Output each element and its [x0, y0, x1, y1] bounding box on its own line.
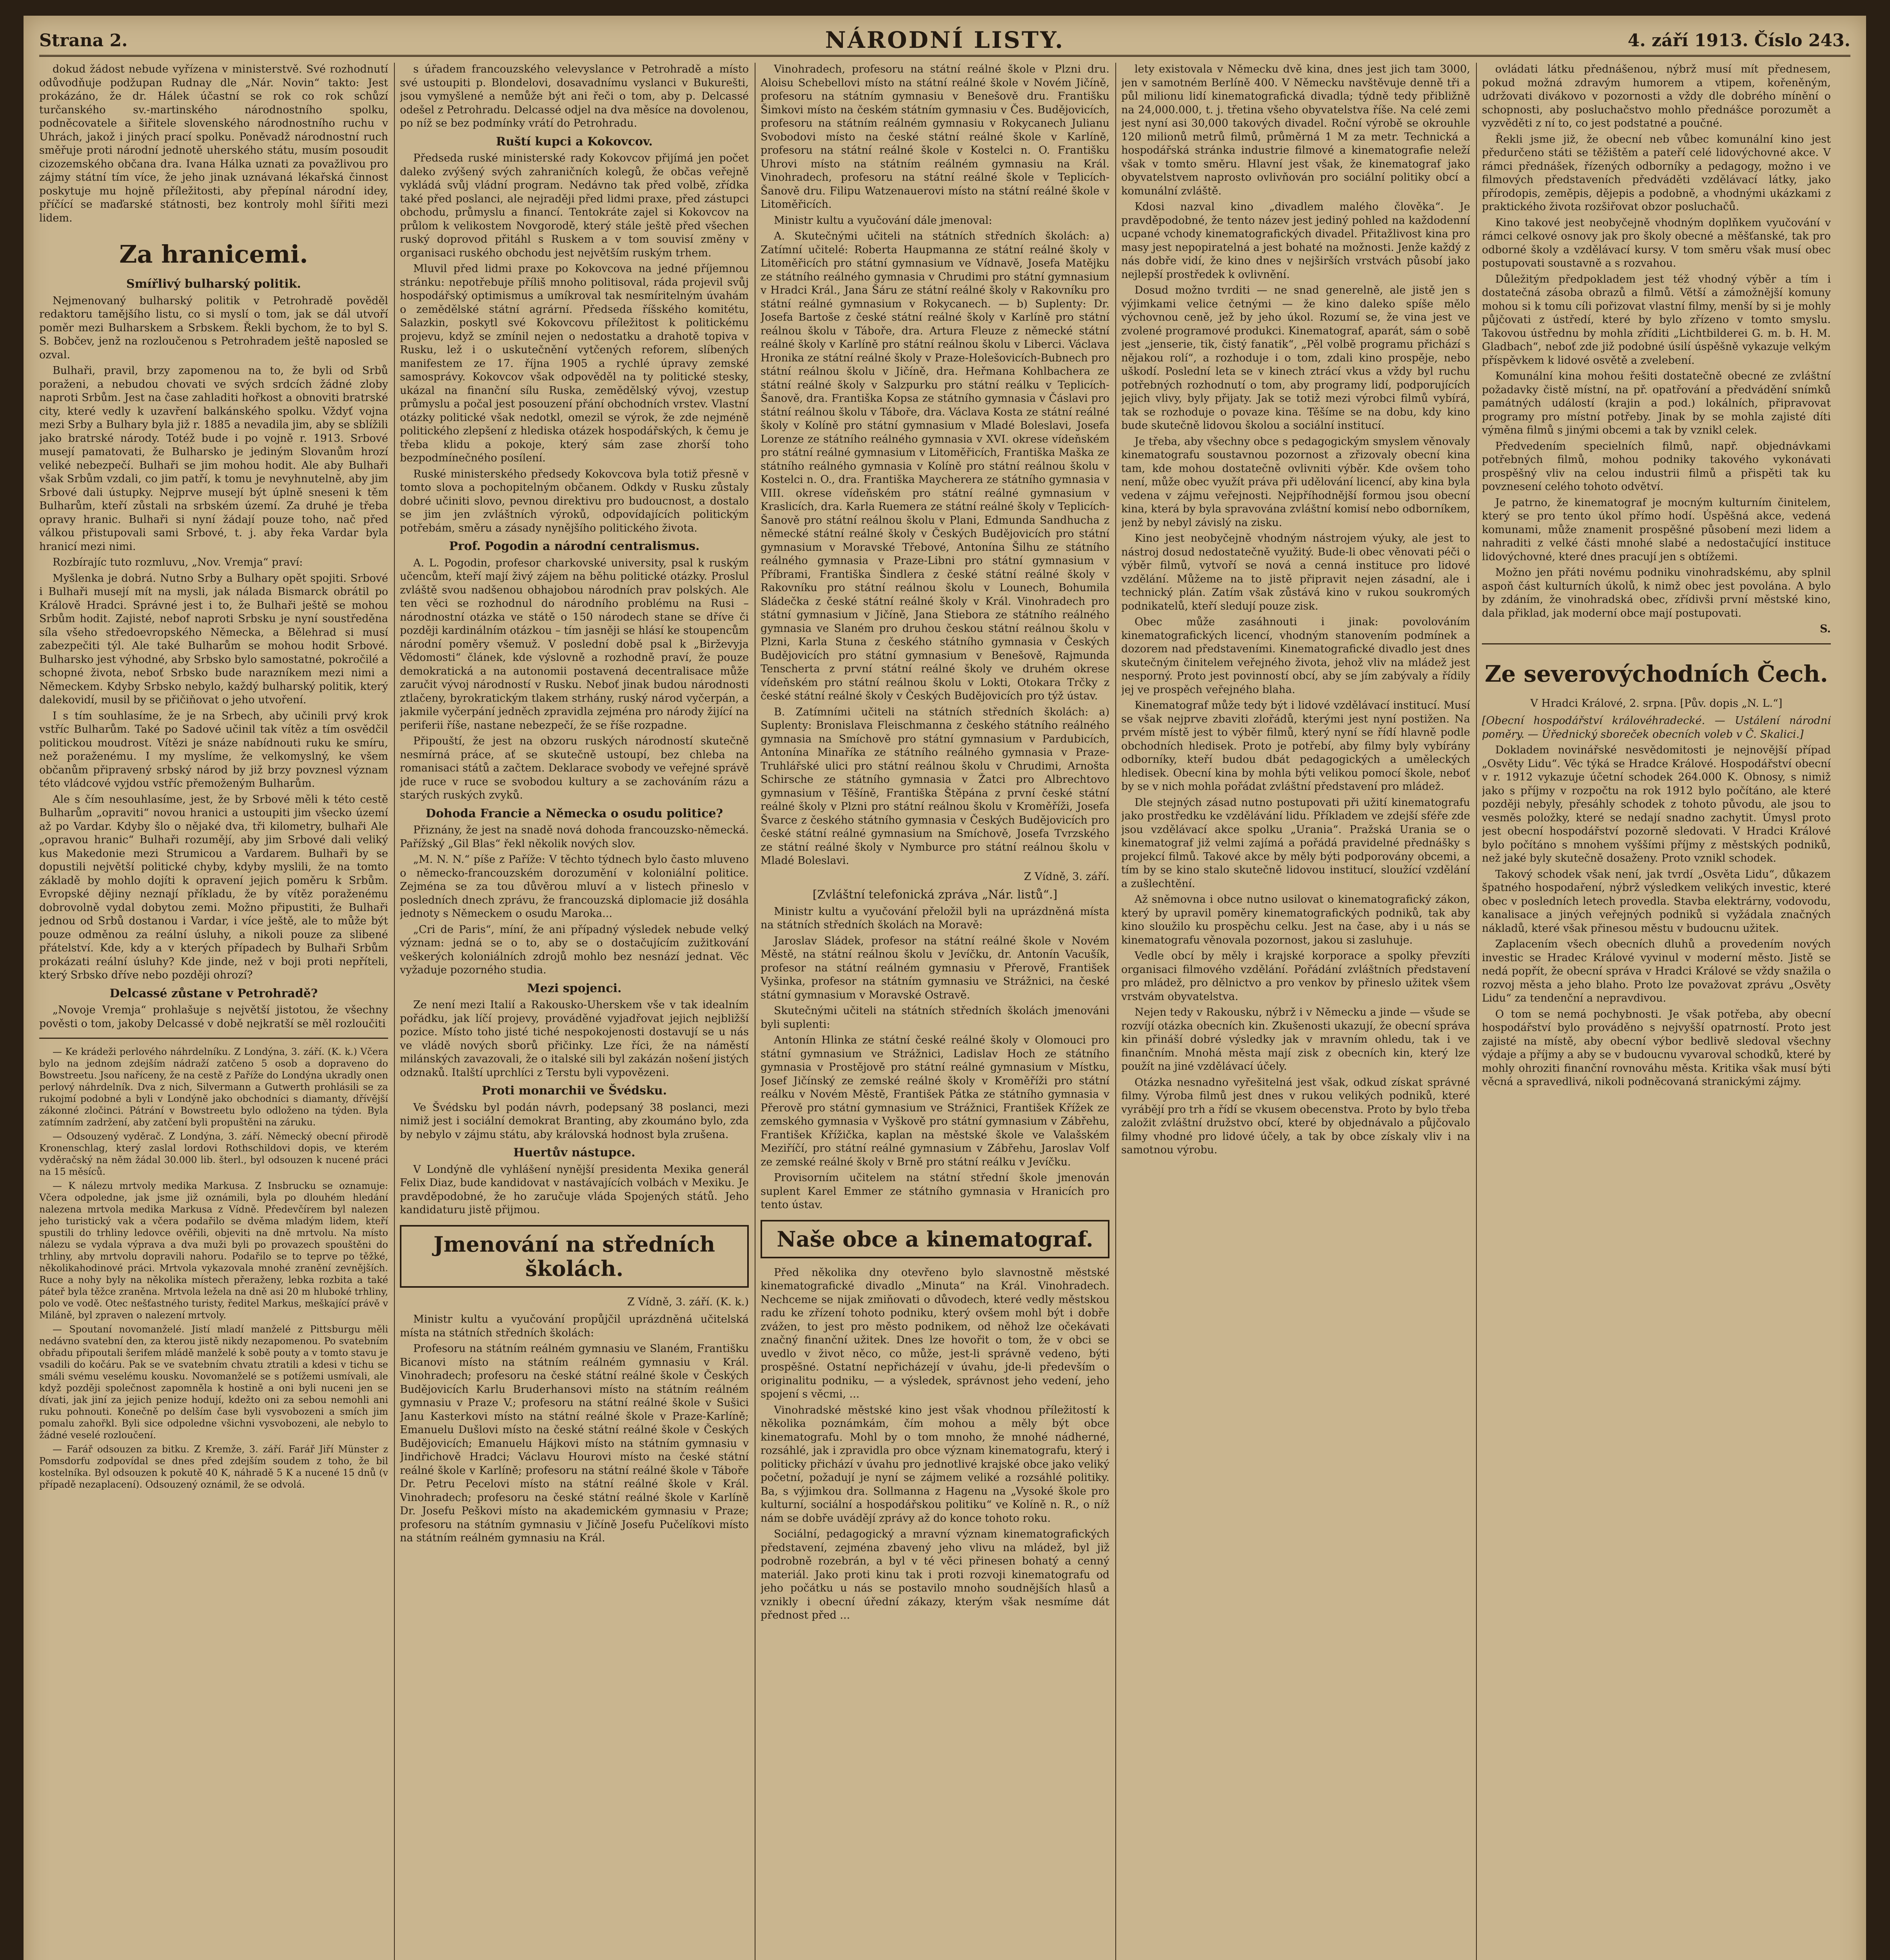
article-text: Ministr kultu a vyučování přeložil byli na uprázdněná místa na státních středních školách na Moravě:: [761, 905, 1109, 931]
article-text: Vinohradské městské kino jest však vhodnou příležitostí k několika poznámkám, čím mohou a měly být obce kinematografu. Mohl by o tom mnoho, že mnohé nádherné, rozsáhlé, jak i zpravidla pro obce význam kinematografu, který i politicky přichází v úvahu pro jednotlivé krajské obce jako veliký početní, požadují je nyní se zájmem veliké a rozsáhlé politiky. Ba, s výjimkou dra. Sollmanna z Hagenu na „Vysoké škole pro kulturní, sociální a hospodářskou politiku“ ve Kolíně n. R., o níž nám se dobře uvádějí zprávy až do konce tohoto roku.: [761, 1404, 1109, 1524]
article-text: Mluvil před lidmi praxe po Kokovcova na jedné příjemnou stránku: nepotřebuje příliš mnoho politisoval, ráda projevil svůj hospodářský optimismus a umíkroval tak nesmíritelným úvahám o zemědělské státní agrární. Předseda říšského komitétu, Salazkin, poskytl své Kokovcovu příležitost k politickému projevu, když se zmínil nejen o nedostatku a drahotě topiva v Rusku, lež i o uskutečnění vytčených reforem, slíbených manifestem ze 17. října 1905 a rychlé úpravy zemské samosprávy. Kokovcov však odpověděl na ty politické stesky, ukázal na finanční sílu Ruska, zemědělský vývoj, vzestup průmyslu a počal jest posouzení přání obchodních vrstev. Vlastní otázky politické však nedotkl, omezil se výrok, že zde nejméně politického zlepšení z hlediska otázek hospodářských, k čemu je třeba klidu a pokoje, který sám zase zhorší toho bezpodmínečného posílení.: [400, 263, 749, 464]
issue-date: 4. září 1913. Číslo 243.: [1627, 31, 1850, 51]
column-3: [761, 63, 1109, 1960]
article-subheading: Ruští kupci a Kokovcov.: [496, 134, 653, 149]
article-text: I s tím souhlasíme, že je na Srbech, aby učinili prvý krok vstříc Bulharům. Také po Sadové učinil tak vítěz a tím osvědčil politickou moudrost. Vítězi je snáze nabídnouti ruku ke smíru, než poraženému. I my myslíme, že velkomyslný, ke všem občanům připravený srbský národ by již brzy povznesl význam této vládcové vyjdou vstříc přemoženým Bulharům.: [39, 710, 388, 789]
news-item: — K nálezu mrtvoly medika Markusa. Z Insbrucku se oznamuje: Včera odpoledne, jak jsme již oznámili, byla po dlouhém hledání nalezena mrtvola medika Markusa z Vídně. Předevčírem byl nalezen jeho turistický vak a včera podařilo se dvěma mladým lidem, kteří spustili do trhliny ledovce ověřili, objeviti na dně mrtvolu. Na místo nálezu se vydala výprava a dva muži byli po provazech spouštěni do trhliny, aby mrtvolu dopravili nahoru. Podařilo se to teprve po těžké, několikahodinové práci. Mrtvola vykazovala mnohé zranění zevnějších. Ruce a nohy byly na několika místech přeraženy, lebka rozbita a také páteř byla těžce zraněna. Mrtvola ležela na dně asi 20 m hluboké trhliny, polo ve vodě. Otec nešťastného turisty, ředitel Markus, meškající právě v Miláně, byl zpraven o nalezení mrtvoly.: [39, 1180, 388, 1321]
article-text: Nejen tedy v Rakousku, nýbrž i v Německu a jinde — všude se rozvíjí otázka obecních kin. Zkušenosti ukazují, že obecní správa kin přináší dobré výsledky jak v mravním ohledu, tak i ve finančním. Mnohá města mají zisk z obecních kin, který lze použít na jiné vzdělávací účely.: [1121, 1006, 1470, 1073]
article-text: Ze není mezi Italií a Rakousko-Uherskem vše v tak idealním pořádku, jak líčí projevy, prováděné vyjadřovat jejich nejbližší pozice. Místo toho jisté tiché nespokojenosti dostavují se u nás ve vládě nových sborů přičinky. Lze říci, že na náměstí milánských zavazovali, že o italské sili byl zakázán nošení jistých odznaků. Italští uprchlíci z Terstu byli vypovězeni.: [400, 999, 749, 1079]
article-text: Ve Švédsku byl podán návrh, podepsaný 38 poslanci, mezi nimiž jest i sociální demokrat Branting, aby zkoumáno bylo, zda by nebylo v zájmu státu, aby královská hodnost byla zrušena.: [400, 1101, 749, 1141]
article-summary: [Obecní hospodářství královéhradecké. — Ustálení národní poměry. — Úřednický sboreček obecních voleb v Č. Skalici.]: [1482, 715, 1831, 740]
boxed-heading: [400, 1225, 749, 1288]
article-text: Provisorním učitelem na státní střední škole jmenován suplent Karel Emmer ze státního gymnasia v Hranicích pro tento ústav.: [761, 1172, 1109, 1211]
article-text: Ministr kultu a vyučování propůjčil uprázdněná učitelská místa na státních středních školách:: [400, 1313, 749, 1339]
article-text: Řekli jsme již, že obecní neb vůbec komunální kino jest předurčeno státi se těžištěm a pateří celé lidovýchovné akce. V rámci přednášek, řízených odborníky a pedagogy, možno i ve filmových představeních předváděti vzdělávací látky, jako přírodopis, zeměpis, dějepis a podobně, a vhodnými ukázkami z praktického života rozšiřovat obzor posluchačů.: [1482, 133, 1831, 213]
article-text: Sociální, pedagogický a mravní význam kinematografických představení, zejména zbavený jeho vlivu na mládež, byl již podrobně rozebrán, a byl v té věci přinesen bohatý a cenný materiál. Jako proti kinu tak i proti rozvoji kinematografu od jeho počátku u nás se postavilo mnoho soudnějších hlasů a vznikly i obecní úřední zákazy, kterým však nesmíme dát přednost před ...: [761, 1528, 1109, 1621]
article-text: ovládati látku přednášenou, nýbrž musí mít přednesem, pokud možná zdravým humorem a vtipem, kořeněným, udržovati divákovo v pozornosti a vždy dle dobrého mínění o schopnosti, aby posluchačstvo mohlo přednášce porozumět a vyzvěděti z ní to, co jest podstatné a poučné.: [1482, 63, 1831, 129]
newspaper-page: [24, 16, 1866, 1960]
column-rule: [1476, 63, 1477, 1960]
news-item: — Ke krádeži perlového náhrdelníku. Z Londýna, 3. září. (K. k.) Včera bylo na jednom zdejším nádraží zatčeno 5 osob a dopraveno do Bowstreetu. Jsou naříceny, že na cestě z Paříže do Londýna ukradly onen perlový náhrdelník. Dva z nich, Silvermann a Gutwerth prohlásili se za rukojmí podobné a byli v Londýně jako obchodníci s diamanty, dřívější zákonné zločinci. Pátrání v Bowstreetu bylo odloženo na týden. Byla zatímním zadržení, aby zatčení byli propuštěni na záruku.: [39, 1046, 388, 1128]
divider: [39, 1038, 388, 1039]
article-text: dokud žádost nebude vyřízena v ministerstvě. Své rozhodnutí odůvodňuje podžupan Rudnay dle „Nár. Novin“ takto: Jest prokázáno, že dr. Hálek účastní se rok co rok schůzí turčanského sv.-martinského národnostního spolku, podněcovatele a šiřitele slovenského národnostního ruchu v Uhrách, jakož i jiných prací spolku. Poněvadž národnostní ruch směřuje proti národní jednotě uherského státu, musím posoudit cizozemského občana dra. Ivana Hálka uznati za považlivou pro zájmy státní tím více, že jeho jinak uznávaná lékařská činnost poskytuje mu hojně příležitosti, aby přepínal národní idey, příčící se maďarské státnosti, bez kontroly mohl šířiti mezi lidem.: [39, 63, 388, 224]
article-text: B. Zatímními učiteli na státních středních školách: a) Suplenty: Bronislava Fleischmanna z českého státního reálného gymnasia na Smíchově pro státní gymnasium v Pardubicích, Antonína Minaříka ze státního reálného gymnasia v Praze-Truhlářské ulici pro státní reálnou školu v Chrudimi, Arnošta Schirsche ze státního gymnasia v Žatci pro Albrechtovo gymnasium v Těšíně, Františka Štěpána z první české státní reálné školy v Plzni pro státní reálnou školu v Kroměříži, Josefa Švarce z českého státního gymnasia v Českých Budějovicích pro české státní reálné gymnasium na Smíchově, Josefa Tvrzského ze státní reálné školy v Nymburce pro státní reálnou školu v Mladé Boleslavi.: [761, 706, 1109, 867]
article-text: Je patrno, že kinematograf je mocným kulturním činitelem, který se pro tento úkol přímo hodí. Úspěšná akce, vedená komunami, může znamenit prospěšné působení mezi lidem a nahraditi z velké části mnohé slabé a nedostačující instituce lidovýchovné, které dnes pracují jen s obtížemi.: [1482, 496, 1831, 563]
article-text: Antonín Hlinka ze státní české reálné školy v Olomouci pro státní gymnasium ve Strážnici, Ladislav Hoch ze státního gymnasia v Prostějově pro státní reálné gymnasium v Místku, Josef Jičínský ze zemské reálné školy v Kroměříži pro státní reálku v Novém Městě, František Pátka ze státního gymnasia v Přerově pro státní gymnasium ve Strážnici, František Křížek ze zemského gymnasia v Vyškově pro státní gymnasium v Zábřehu, František Křížička, kaplan na městské škole ve Valašském Meziříčí, pro státní reálné gymnasium v Zábřehu, Jaroslav Volf ze zemské reálné školy v Brně pro státní reálku v Jevíčku.: [761, 1034, 1109, 1168]
article-text: Profesoru na státním reálném gymnasiu ve Slaném, Františku Bicanovi místo na státním reálném gymnasiu v Král. Vinohradech; profesoru na české státní reálné škole v Českých Budějovicích Karlu Bruderhansovi místo na státním reálném gymnasiu v Praze V.; profesoru na státní reálné škole v Sušici Janu Kasterkovi místo na státní reálné škole v Praze-Karlíně; Emanuelu Dušlovi místo na české státní reálné škole v Českých Budějovicích; Emanuelu Hájkovi místo na státním gymnasiu v Jindřichově Hradci; Václavu Hourovi místo na české státní reálné škole v Karlíně; profesoru na státní reálné škole v Táboře Dr. Petru Pecelovi místo na státní reálné škole v Král. Vinohradech; profesoru na české státní reálné škole v Karlíně Dr. Josefu Peškovi místo na akademickém gymnasiu v Praze; profesoru na státním gymnasiu v Jičíně Josefu Pučelíkovi místo na státním reálném gymnasiu na Král.: [400, 1343, 749, 1544]
article-text: Dle stejných zásad nutno postupovati při užití kinematografu jako prostředku ke vzdělávání lidu. Příkladem ve zdejší sféře zde jsou vzdělávací akce spolku „Urania“. Pražská Urania se o kinematograf již velmi zajímá a pořádá pravidelné přednášky s projekcí filmů. Takové akce by měly býti podporovány obcemi, a tím by se kino stalo skutečně lidovou institucí, sloužící vzdělání a zušlechtění.: [1121, 796, 1470, 890]
article-text: Skutečnými učiteli na státních středních školách jmenováni byli suplenti:: [761, 1005, 1109, 1031]
article-text: Komunální kina mohou řešiti dostatečně obecné ze zvláštní požadavky čistě místní, na př. opatřování a předvádění snímků památných událostí (krajin a pod.) lokálních, připravovat programy pro místní potřeby. Jinak by se mohla zajisté díti výměna filmů s jinými obcemi a tak by vznikl celek.: [1482, 370, 1831, 436]
article-text: „Novoje Vremja“ prohlašuje s největší jistotou, že všechny pověsti o tom, jakoby Delcassé v době nejkratší se měl rozloučiti: [39, 1004, 388, 1030]
article-subheading: Dohoda Francie a Německa o osudu politice?: [425, 806, 723, 820]
article-subheading: Proti monarchii ve Švédsku.: [481, 1084, 667, 1098]
news-item: — Odsouzený vyděrač. Z Londýna, 3. září. Německý obecní přirodě Kronenschlag, který zaslal lordovi Rothschildovi dopis, ve kterém vyděračský na něm žádal 30.000 lib. šterl., byl odsouzen k nucené práci na 15 měsíců.: [39, 1131, 388, 1177]
boxed-heading: [761, 1220, 1109, 1258]
article-text: Bulhaři, pravil, brzy zapomenou na to, že byli od Srbů poraženi, a nebudou chovati ve svých srdcích žádné zloby naproti Srbům. Jest na čase zahladiti hořkost a obnoviti bratrské city, které vedly k uzavření balkánského spolku. Vždyť vojna mezi Srby a Bulhary byla již r. 1885 a nevadila jim, aby se sblížili jako bratrské národy. Totéž bude i po vojně r. 1913. Srbové musejí pamatovati, že Bulharsko je jediným Slovanům hrozí veliké nebezpečí. Bulhaři se jim mohou hodit. Ale aby Bulhaři však Srbům vzdali, co jim patří, k tomu je nevyhnutelně, aby jim Srbové dali ústupky. Nejprve musejí být úplně sneseni k těm Bulharům, kteří zůstali na srbském území. Za druhé je třeba opravy hranic. Bulhaři si nyní žádají pouze toho, nač před válkou přistupovali sami Srbové, t. j. aby řeka Vardar byla hranicí mezi nimi.: [39, 365, 388, 553]
dateline: V Hradci Králové, 2. srpna. [Pův. dopis „N. L.“]: [1530, 697, 1783, 710]
article-text: Nejmenovaný bulharský politik v Petrohradě pověděl redaktoru tamějšího listu, co si myslí o tom, jak se dál utvoří poměr mezi Bulharskem a Srbskem. Řekli bychom, že to byl S. S. Bobčev, jenž na rozloučenou s Petrohradem ještě naposled se ozval.: [39, 294, 388, 361]
article-subheading: [Zvláštní telefonická zpráva „Nár. listů“.]: [812, 888, 1058, 902]
author-signature: S.: [1820, 623, 1831, 635]
article-text: Připouští, že jest na obzoru ruských národností skutečně nesmírná práce, ať se skutečně ustoupí, bez chleba na romanisaci států a začtem. Deklarace svobody ve veřejné správě jde ruce v ruce se svobodou kultury a se zachováním rázu a starých ruských zvyků.: [400, 735, 749, 801]
article-text: Kino takové jest neobyčejně vhodným doplňkem vyučování v rámci celkové osnovy jak pro školy obecné a měšťanské, tak pro odborné školy a vzdělávací kursy. V tom směru však musí obec postupovati soustavně a s rozvahou.: [1482, 216, 1831, 269]
news-item: — Spoutaní novomanželé. Jistí mladí manželé z Pittsburgu měli nedávno svatební den, za kterou jistě nikdy nezapomenou. Po svatebním obřadu připoutali šerifem mládě manželé k sobě pouty a v tomto stavu je vsadili do kočáru. Pak se ve svatebním chvatu ztratili a kdesi v tichu se smáli svému veselému kousku. Novomanželé se s potížemi usmívali, ale když později společnost zapomněla k hostině a oni byli nuceni jen se dívati, jak jiní za jejich penize hodují, kdežto oni za sebou nemohli ani ruku pohnouti. Konečně po delším čase byli vysvobozeni a smích jim pomalu zahořkl. Byli sice odpoledne všichni vysvobozeni, ale nebylo to žádné veselé rozloučení.: [39, 1324, 388, 1441]
divider: [1482, 643, 1831, 644]
article-subheading: Mezi spojenci.: [527, 981, 622, 995]
article-text: Dosud možno tvrditi — ne snad generelně, ale jistě jen s výjimkami velice četnými — že kino daleko spíše mělo výchovnou ceně, jež by jeho úkol. Rozumí se, že vina jest ve zvolené programové produkci. Kinematograf, aparát, sám o sobě jest „jenserie, tik, čistý fanatik“, „Pěl volbě programu přichází s nějakou rolí“, a rozhoduje i o tom, zdali kino prospěje, nebo uškodí. Poslední leta se v kinech ztrácí vkus a vždy byl ruchu potřebných rozhodnutí o tom, aby programy lidí, podporujících jejich vlivy, byly přijaty. Jak se totiž mezi výrobci filmů vybírá, tak se rozhoduje o povaze kina. Těšíme se na dobu, kdy kino bude skutečně lidovou školou a sociální institucí.: [1121, 284, 1470, 432]
article-text: Ale s čím nesouhlasíme, jest, že by Srbové měli k této cestě Bulharům „opraviti“ novou hranici a ustoupiti jim všecko území až po Vardar. Kdyby šlo o nějaké dva, tři kilometry, bulhaři Ale „opravou hranic“ Bulhaři rozumějí, aby jim Srbové dali veliký kus Makedonie mezi Strumicou a Vardarem. Bulhaři by se dopustili největší politické chyby, kdyby myslili, že na tomto základě by mohlo dojíti k opravení jejich poměru k Srbům. Evropské dějiny neznají příkladu, že by vítěz poraženému dobrovolně vydal dobytou zemi. Možno připustiti, že Bulhaři jednou od Srbů dostanou i Vardar, i více ještě, ale to může být pouze odměnou za reální úsluhy, a nikoli pouze za slibené přátelství. Kde, kdy a v kterých případech by Bulhaři Srbům prokázati reální úsluhy? Kde jinde, než v boji proti nepříteli, který Srbsko dříve nebo později ohrozí?: [39, 793, 388, 981]
column-5: [1482, 63, 1831, 1960]
article-text: Až sněmovna i obce nutno usilovat o kinematografický zákon, který by upravil poměry kinematografických podniků, tak aby kino sloužilo ku prospěchu celku. Jest na čase, aby i u nás se kinematografu věnovala pozornost, jakou si zasluhuje.: [1121, 893, 1470, 946]
article-text: Kdosi nazval kino „divadlem malého člověka“. Je pravděpodobné, že tento název jest jediný pohled na každodenní ucpané vchody kinematografických divadel. Přitažlivost kina pro masy jest nepopiratelná a jest bohaté na možnosti. Jenže každý z nás dobře vidí, že kino dnes v nejširších vrstvách působí jako nejlepší prostředek k ovlivnění.: [1121, 201, 1470, 281]
page-number: Strana 2.: [39, 31, 128, 51]
article-text: Předseda ruské ministerské rady Kokovcov přijímá jen počet daleko zvýšený svých zahraničních kolegů, že občas veřejně vykládá svůj vládní program. Nedávno tak před volbě, zřídka také před poslanci, ale nejraději před lidmi praxe, před zástupci obchodu, průmyslu a financí. Tentokráte zajel si Kokovcov na průlom k velikostem Novgorodě, který stále ještě před všechen ruský doprovod přitáhl s Ruskem a v tom souvisí změny v organisaci ruského obchodu jest největším ruským trhem.: [400, 152, 749, 259]
page-header: [39, 24, 1850, 57]
column-rule: [1115, 63, 1116, 1960]
article-subheading: Smířlivý bulharský politik.: [126, 277, 301, 291]
article-text: Ruské ministerského předsedy Kokovcova byla totiž přesně v tomto slova a pochopitelným občanem. Odkdy v Rusku zůstaly dobré učiniti slovo, pevnou direktivu pro budoucnost, a dostalo se jim jen zvláštních výroků, odpovídajících politickým potřebám, směru a zásady nynějšího politického života.: [400, 468, 749, 534]
article-text: s úřadem francouzského velevyslance v Petrohradě a místo své ustoupiti p. Blondelovi, dosavadnímu vyslanci v Bukurešti, jsou vymyšlené a nemůže být ani řeči o tom, aby p. Delcassé odešel z Petrohradu. Delcassé odjel na dva měsíce na dovolenou, po níž se bez podmínky vrátí do Petrohradu.: [400, 63, 749, 129]
article-text: A. L. Pogodin, profesor charkovské university, psal k ruským učencům, kteří mají živý zájem na běhu politické otázky. Proslul zvláště svou nadšenou obhajobou národních prav polských. Ale ten věci se rozhodnul do národního problému na Rusi – národnostní otázka ve státě o 150 národech stane se dříve či později kardinálním otázkou – tím jasněji se hlásí ke stoupencům národní poměry všemuž. V poslední době psal k „Birževyja Vědomosti“ článek, kde výslovně a rozhodně praví, že pouze demokratická a na autonomii postavená decentralisace může zaručit vývoj národností v Rusku. Neboť jinak budou národnosti ztlačeny, byrokratickým tlakem strhány, ruský národ vyčerpán, a jakmile vyčerpání jedněch zpravidla zejména pro národy žijící na periferii říše, nastane nebezpečí, že se říše rozpadne.: [400, 557, 749, 731]
article-text: Ministr kultu a vyučování dále jmenoval:: [774, 214, 992, 227]
section-heading: Naše obce a kinematograf.: [777, 1226, 1093, 1252]
article-text: Takový schodek však není, jak tvrdí „Osvěta Lidu“, důkazem špatného hospodaření, nýbrž výsledkem velikých investic, které obec v posledních letech provedla. Stavba elektrárny, vodovodu, kanalisace a jiných veřejných podniků si vyžádala značných nákladů, které však přinesou městu v budoucnu užitek.: [1482, 868, 1831, 935]
article-text: Možno jen přáti novému podniku vinohradskému, aby splnil aspoň část kulturních úkolů, k nimž obec jest povolána. A bylo by zdáním, že vinohradská obec, zřídivši první městské kino, dala přiklad, jak moderní obce mají postupovati.: [1482, 566, 1831, 619]
article-text: „M. N. N.“ píše z Paříže: V těchto týdnech bylo často mluveno o německo-francouzském dorozumění v koloniální politice. Zejména se za tou důvěrou mluví a v listech přineslo v posledních dnech zprávu, že francouzská diplomacie již dosáhla jednoty s Německem o osudu Maroka...: [400, 853, 749, 920]
article-text: Vinohradech, profesoru na státní reálné škole v Plzni dru. Aloisu Schebellovi místo na státní reálné škole v Novém Jičíně, profesoru na státním gymnasiu v Benešově dru. Františku Šimkovi místo na českém státním gymnasiu v Čes. Budějovicích, profesoru na státním reálném gymnasiu v Rokycanech Julianu Svobodovi místo na české státní reálné škole v Karlíně, profesoru na státní reálné škole v Kostelci n. O. Františku Uhrovi místo na státním reálném gymnasiu na Král. Vinohradech, profesoru na státní reálné škole v Teplicích-Šanově dru. Filipu Watzenauerovi místo na státní reálné škole v Litoměřicích.: [761, 63, 1109, 211]
column-2: [400, 63, 749, 1960]
article-text: Myšlenka je dobrá. Nutno Srby a Bulhary opět spojiti. Srbové i Bulhaři musejí mít na mysli, jak nálada Bismarck obrátil po Králově Hradci. Správné jest i to, že Bulhaři ještě se mohou Srbům hodit. Zajisté, nebof naproti Srbsku je nyní soustředěna síla všeho středoevropského Německa, a Bělehrad si musí zabezpečiti týl. Ale také Bulharům se mohou hodit Srbové. Bulharsko jest výhodné, aby Srbsko bylo samostatné, pokročilé a schopné života, neboť Srbsko bude narazníkem mezi nimi a Německem. Kdyby Srbsko nebylo, každý bulharský politik, který dalekovidí, musil by se přičiňovat o jeho utvoření.: [39, 572, 388, 706]
article-text: Důležitým předpokladem jest též vhodný výběr a tím i dostatečná zásoba obrazů a filmů. Větší a zámožnější komuny mohou si k tomu cíli pořizovat vlastní filmy, menší by si je mohly půjčovati z ústředí, které by bylo zřízeno v tomto smyslu. Takovou ústřednu by mohla zříditi „Lichtbilderei G. m. b. H. M. Gladbach“, neboť zde již podobné úsilí úspěšně vykazuje velkým příspěvkem k lidové osvětě a zvelebení.: [1482, 273, 1831, 367]
article-text: Je třeba, aby všechny obce s pedagogickým smyslem věnovaly kinematografu soustavnou pozornost a zřizovaly obecní kina tam, kde mohou dostatečně ovlivniti výběr. Kde ovšem toho není, může obec využít práva při udělování licencí, aby kina byla vedena v zájmu veřejnosti. Nejpříhodnější formou jsou obecní kina, která by byla spravována zvláštní komisí nebo odborníkem, jenž by nebyl závislý na zisku.: [1121, 435, 1470, 529]
article-text: Zaplacením všech obecních dluhů a provedením nových investic se Hradec Králové vyvinul v moderní město. Jistě se nedá popřít, že obecní správa v Hradci Králové se vždy snažila o rozvoj města a jeho blaho. Proto lze považovat zprávu „Osvěty Lidu“ za tendenční a nepravdivou.: [1482, 938, 1831, 1004]
column-1: [39, 63, 388, 1960]
article-text: Otázka nesnadno vyřešitelná jest však, odkud získat správné filmy. Výroba filmů jest dnes v rukou velikých podniků, které vyrábějí pro trh a řídí se vkusem obecenstva. Proto by bylo třeba založit zvláštní družstvo obcí, které by objednávalo a půjčovalo filmy vhodné pro lidové účely, a tak by obce získaly vliv i na samotnou výrobu.: [1121, 1076, 1470, 1156]
article-text: Kino jest neobyčejně vhodným nástrojem výuky, ale jest to nástroj dosud nedostatečně využitý. Bude-li obec věnovati péči o výběr filmů, vytvoří se nová a cenná instituce pro lidové vzdělání. Můžeme na to jistě připravit nejen zásadní, ale i technický plán. Zatím však zůstává kino v rukou soukromých podnikatelů, kteří sledují pouze zisk.: [1121, 532, 1470, 612]
section-heading: Za hranicemi.: [119, 240, 308, 269]
column-rule: [394, 63, 395, 1960]
article-text: Dokladem novinářské nesvědomitosti je nejnovější případ „Osvěty Lidu“. Věc týká se Hradce Králové. Hospodářství obecní v r. 1912 vykazuje účetní schodek 264.000 K. Obnosy, s nimiž jako s příjmy v rozpočtu na rok 1912 bylo počítáno, ale které později nebyly, přesáhly schodek z tohoto původu, ale jsou to vesměs položky, které se nedají snadno zachytit. Úmysl proto jest obecní hospodářství pozorně sledovati. V Hradci Králové bylo počítáno s mnohem vyššími příjmy z městských podniků, než jaké byly skutečně dosaženy. Proto vznikl schodek.: [1482, 744, 1831, 864]
article-text: Předvedením specielních filmů, např. objednávkami potřebných filmů, mohou podniky takového vykonávati prospěšný vliv na celou industrii filmů a přispěti tak ku povznesení celého tohoto odvětví.: [1482, 440, 1831, 493]
news-item: — Farář odsouzen za bitku. Z Kremže, 3. září. Farář Jiří Münster z Pomsdorfu zodpovídal se dnes před zdejším soudem z toho, že bil kostelníka. Byl odsouzen k pokutě 40 K, náhradě 5 K a nucené 15 dnů (v případě nezaplacení). Odsouzený oznámil, že se odvolá.: [39, 1444, 388, 1490]
dateline: Z Vídně, 3. září. (K. k.): [627, 1296, 749, 1308]
article-text: Jaroslav Sládek, profesor na státní reálné škole v Novém Městě, na státní reálnou školu v Jevíčku, dr. Antonín Vacušík, profesor na státní reálném gymnasiu v Přerově, František Vyšinka, profesor na státním gymnasiu ve Strážnici, na české státní gymnasium v Moravské Ostravě.: [761, 935, 1109, 1001]
article-text: V Londýně dle vyhlášení nynější presidenta Mexika generál Felix Diaz, bude kandidovat v nastávajících volbách v Mexiku. Je pravděpodobné, že ho zaručuje vláda Spojených států. Jeho kandidaturu jistě přijmou.: [400, 1163, 749, 1216]
article-text: „Cri de Paris“, míní, že ani případný výsledek nebude velký význam: jedná se o to, aby se o dostačujícím zužitkování veškerých koloniálních zdrojů mohlo bez nesnází jednat. Věc vyžaduje pozorného studia.: [400, 923, 749, 976]
article-subheading: Huertův nástupce.: [513, 1146, 635, 1160]
column-4: [1121, 63, 1470, 1960]
article-text: Vedle obcí by měly i krajské korporace a spolky převzíti organisaci filmového vzdělání. Pořádání zvláštních představení pro mládež, pro dělnictvo a pro venkov by přineslo užitek všem vrstvám obyvatelstva.: [1121, 950, 1470, 1003]
section-heading: Ze severovýchodních Čech.: [1485, 660, 1828, 687]
masthead: NÁRODNÍ LISTY.: [825, 27, 1065, 53]
article-text: lety existovala v Německu dvě kina, dnes jest jich tam 3000, jen v samotném Berlíně 400. V Německu navštěvuje denně tři a půl milionu lidí kinematografická divadla; týdně tedy přibližně na 24,000.000, t. j. třetina všeho obyvatelstva říše. Na celé zemi jest nyní asi 30,000 takových divadel. Roční výrobě se okrouhle 120 milionů metrů filmů, průměrná 1 M za metr. Technická a hospodářská stránka industrie filmové a kinematografie neleží však v tomto směru. Hlavní jest však, že kinematograf jako obyvatelstvem naprosto ovlivňován pro sociální politiky obcí a komunální zvláště.: [1121, 63, 1470, 197]
article-subheading: Prof. Pogodin a národní centralismus.: [449, 539, 700, 553]
article-text: Přiznány, že jest na snadě nová dohoda francouzsko-německá. Pařížský „Gil Blas“ řekl několik nových slov.: [400, 824, 749, 850]
article-text: Obec může zasáhnouti i jinak: povolováním kinematografických licencí, vhodným stanovením podmínek a dozorem nad představeními. Kinematografické divadlo jest dnes skutečným činitelem veřejného života, jehož vliv na mládež jest nesporný. Proto jest povinností obcí, aby se jím zabývaly a řídily jej ve prospěch veřejného blaha.: [1121, 616, 1470, 696]
article-text: Kinematograf může tedy být i lidové vzdělávací institucí. Musí se však nejprve zbaviti zlořádů, kterými jest nyní postižen. Na prvém místě jest to výběr filmů, který nyní se řídí hlavně podle obchodních hledisek. Proto je potřebí, aby filmy byly vybírány odborníky, kteří budou dbát pedagogických a uměleckých hledisek. Obecní kina by mohla býti velikou pomocí škole, neboť by se v nich mohla pořádat zvláštní představení pro mládež.: [1121, 699, 1470, 793]
article-text: Rozbírajíc tuto rozmluvu, „Nov. Vremja“ praví:: [53, 556, 303, 568]
article-text: O tom se nemá pochybnosti. Je však potřeba, aby obecní hospodářství bylo prováděno s nejvyšší opatrností. Proto jest zajisté na místě, aby obecní výbor bedlivě sledoval všechny výdaje a příjmy a aby se v budoucnu vyvaroval schodků, které by mohly ohroziti finanční rovnováhu města. Kritika však musí býti věcná a spravedlivá, nikoli podněcovaná stranickými zájmy.: [1482, 1008, 1831, 1088]
article-subheading: Delcassé zůstane v Petrohradě?: [109, 986, 318, 1000]
section-heading: Jmenování na středních školách.: [433, 1231, 715, 1281]
article-text: A. Skutečnými učiteli na státních středních školách: a) Zatímní učitelé: Roberta Haupmanna ze státní reálné školy v Litoměřicích pro státní gymnasium ve Vídnavě, Josefa Matějku ze státního reálného gymnasia v Chrudimi pro státní gymnasium v Hradci Král., Jana Šáru ze státní reálné školy v Rakovníku pro státní reálné gymnasium v Rokycanech. — b) Suplenty: Dr. Josefa Bartoše z české státní reálné školy v Karlíně pro státní reálnou školu v Táboře, dra. Artura Fleuze z německé státní reálné školy v Karlíně pro státní reálnou školu v Liberci. Václava Hronika ze státní reálné školy v Praze-Holešovicích-Bubnech pro státní reálnou školu v Jičíně, dra. Heřmana Kohlbachera ze státní reálné školy v Salzpurku pro státní reálku v Teplicích-Šanově, dra. Františka Kopsa ze státního gymnasia v Čáslavi pro státní reálnou školu v Táboře, dra. Václava Kosta ze státní reálné školy v Kolíně pro státní gymnasium v Mladé Boleslavi, Josefa Lorenze ze státního reálného gymnasia v XVI. okrese vídeňském pro státní reálné gymnasium v Litoměřicích, Františka Maška ze státního reálného gymnasia v Kolíně pro státní reálnou školu v Kostelci n. O., dra. Františka Maycherera ze státního gymnasia v VIII. okrese vídeňském pro státní reálné gymnasium v Kraslicích, dra. Karla Ruemera ze státní reálné školy v Teplicích-Šanově pro státní reálnou školu v Plani, Edmunda Sandhucha z německé státní reálné školy v Českých Budějovicích pro státní gymnasium v Moravské Třebové, Antonína Šilhu ze státního reálného gymnasia v Praze-Libni pro státní gymnasium v Příbrami, Františka Šindlera z české státní reálné školy v Rakovníku pro státní reálnou školu v Lounech, Bohumila Sládečka z české státní reálné školy v Král. Vinohradech pro státní gymnasium v Jičíně, Jana Stiebora ze státního reálného gymnasia ve Slaném pro druhou českou státní reálnou školu v Plzni, Karla Stuna z českého státního gymnasia v Českých Budějovicích pro státní gymnasium v Benešově, Rajmunda Tenscherta z první státní reálné školy ve druhém okrese vídeňském pro státní reálnou školu v Lokti, Otokara Trčky z české státní reálné školy v Českých Budějovicích pro týž ústav.: [761, 230, 1109, 702]
article-text: Před několika dny otevřeno bylo slavnostně městské kinematografické divadlo „Minuta“ na Král. Vinohradech. Nechceme se nijak zmiňovati o důvodech, které vedly městskou radu ke zřízení tohoto podniku, který ovšem mohl být i dobře zvážen, to jest pro město podnikem, od něhož lze očekávati značný finanční užitek. Dnes lze hovořit o tom, že v obci se uvedlo v život něco, co může, jest-li správně vedeno, býti prospěšné. Ostatní nepřicházejí v úvahu, jde-li především o originalitu podniku, — a výsledek, správnost jeho vedení, jeho spojení s věcmi, ...: [761, 1266, 1109, 1400]
dateline: Z Vídně, 3. září.: [1024, 870, 1109, 883]
